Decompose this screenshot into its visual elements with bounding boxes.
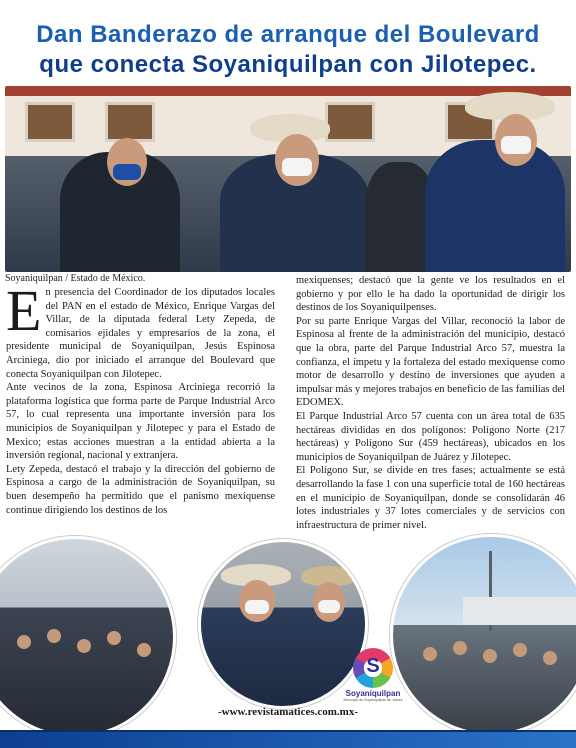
hero-photo (5, 86, 571, 272)
crowd-head (423, 647, 437, 661)
crowd-head (453, 641, 467, 655)
crowd-head (137, 643, 151, 657)
person-hat-2 (425, 140, 565, 272)
warehouse (463, 597, 576, 625)
paragraph: mexiquenses; destacó que la gente ve los resultados en el gobierno y por ello le ha dado la oportunidad de dirigir los destinos de los Soyaniquilpenses. (296, 275, 565, 314)
footer-bar (0, 730, 576, 748)
crowd-head (513, 643, 527, 657)
paragraph: El Polígono Sur, se divide en tres fases; actualmente se está desarrollando la fase 1 con una superficie total de 160 hectáreas en el municipio de Soyaniquilpan, donde se consolidarán 46 lotes industriales y 37 lotes comerciales y de servicios con infraestructura de primer nivel. (296, 465, 565, 531)
photo-caption: Soyaniquilpan / Estado de México. (5, 273, 146, 284)
paragraph-text: n presencia del Coordinador de los diputados locales del PAN en el estado de México, Enrique Vargas del Villar, de la diputada federal Lety Zepeda, de comisarios ejidales y empresarios de la zona, el presidente municipal de Soyaniquilpan, Jesús Espinosa Arciniega, dio por iniciado el arranque del Boulevard que conecta Soyaniquilpan con Jilotepec. (6, 287, 275, 380)
face-mask (113, 164, 141, 180)
logo-letter: S (366, 655, 380, 677)
soyaniquilpan-logo (340, 648, 406, 710)
website-url[interactable]: -www.revistamatices.com.mx- (217, 706, 358, 718)
drop-cap: E (6, 278, 42, 343)
crowd-head (47, 629, 61, 643)
crowd-head (77, 639, 91, 653)
headline-line-1: Dan Banderazo de arranque del Boulevard (36, 21, 540, 48)
article-column-right (296, 274, 565, 532)
crowd-head (543, 651, 557, 665)
crowd-head (107, 631, 121, 645)
face-mask (501, 136, 531, 154)
face-mask (245, 600, 269, 614)
face-mask (282, 158, 312, 176)
paragraph: Ante vecinos de la zona, Espinosa Arciniega recorrió la plataforma logística que forma parte de Parque Industrial Arco 57, lo cual representa una importante inversión para los municipios de Soyaniquilpan y Jilotepec y para el Estado de Mexico; estas acciones muestran a la entidad abierta a la inversión regional, nacional y extranjera. (6, 382, 275, 462)
headline (0, 0, 576, 86)
logo-name: Soyaniquilpan (345, 689, 401, 698)
crowd-head (17, 635, 31, 649)
crowd-head (483, 649, 497, 663)
paragraph: Lety Zepeda, destacó el trabajo y la dirección del gobierno de Espinosa a cargo de la administración de Soyaniquilpan, su buen desempeño ha permitido que el panismo mexiquense continue dirigiendo los destinos de los (6, 463, 275, 516)
window (325, 102, 375, 142)
window (105, 102, 155, 142)
face-mask (318, 600, 340, 613)
logo-tagline: Municipio de Soyaniquilpan de Juárez (343, 698, 403, 702)
window (25, 102, 75, 142)
headline-line-2: que conecta Soyaniquilpan con Jilotepec. (39, 51, 537, 78)
paragraph: Por su parte Enrique Vargas del Villar, reconoció la labor de Espinosa al frente de la administración del municipio, destacó que la obra, parte del Parque Industrial Arco 57, muestra la confianza, el ímpetu y la fortaleza del estado mexiquense como motor de desarrollo y destino de inversiones que ayuden a impulsar más y mejores trabajos en beneficio de las familias del EDOMEX. (296, 315, 565, 409)
logo-emblem-icon (353, 648, 393, 688)
paragraph: El Parque Industrial Arco 57 cuenta con un área total de 635 hectáreas divididas en dos polígonos: Polígono Norte (217 hectáreas) y Polígono Sur (459 hectáreas), ubicados en los municipios de Soyaniquilpan de Juárez y Jilotepec. (296, 410, 565, 463)
